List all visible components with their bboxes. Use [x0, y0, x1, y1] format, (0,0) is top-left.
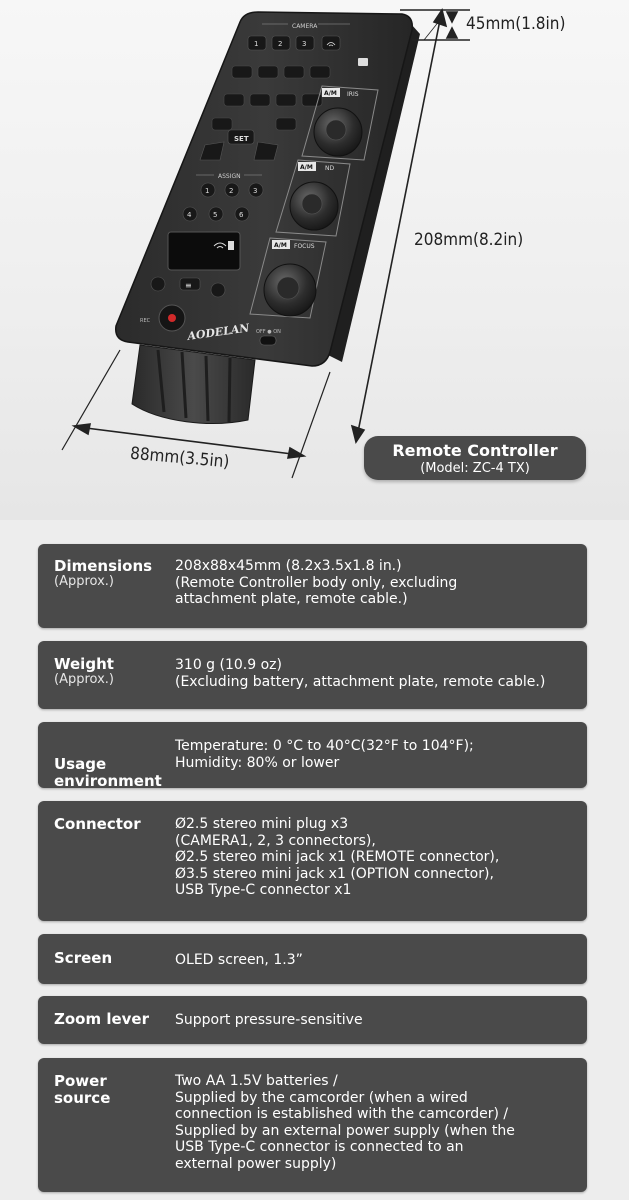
spec-value: Ø2.5 stereo mini plug x3 (CAMERA1, 2, 3 connectors), Ø2.5 stereo mini jack x1 (REMOTE connector), Ø3.5 stereo mini jack x1 (OPTION connector), USB Type-C connector x1 — [175, 816, 500, 898]
rec-dot-icon — [168, 314, 176, 322]
rec-label: REC — [140, 318, 151, 324]
func-key[interactable] — [276, 118, 296, 130]
camera-key-1-label: 1 — [254, 40, 259, 48]
spec-row-usage-environment — [38, 722, 587, 788]
spec-label-sub: (Approx.) — [54, 574, 114, 589]
spec-label-main: Connector — [54, 815, 141, 833]
spec-label-sub: (Approx.) — [54, 672, 114, 687]
battery-icon — [228, 241, 234, 250]
usb-port-icon — [358, 58, 368, 66]
product-hero — [0, 0, 629, 520]
func-key[interactable] — [212, 118, 232, 130]
spec-row-screen — [38, 934, 587, 984]
right-key[interactable] — [254, 142, 278, 160]
spec-label — [54, 1073, 172, 1107]
spec-label-main: Zoom lever — [54, 1010, 150, 1028]
focus-label: FOCUS — [294, 243, 315, 250]
wireless-key[interactable] — [322, 36, 340, 50]
assign-key-4-label: 4 — [187, 211, 192, 219]
small-round-key[interactable] — [151, 277, 165, 291]
depth-dimension-label: 45mm(1.8in) — [466, 14, 566, 34]
model-badge — [364, 436, 586, 480]
assign-key-2-label: 2 — [229, 187, 234, 195]
model-subtitle: (Model: ZC-4 TX) — [420, 461, 530, 476]
camera-key-3-label: 3 — [302, 40, 307, 48]
spec-label-main: Screen — [54, 949, 113, 967]
func-key[interactable] — [310, 66, 330, 78]
small-round-key[interactable] — [211, 283, 225, 297]
spec-label — [54, 558, 172, 589]
spec-label-main: Weight — [54, 655, 114, 673]
spec-label — [54, 737, 172, 809]
set-button-label: SET — [234, 135, 249, 143]
spec-value: Support pressure-sensitive — [175, 1012, 363, 1028]
menu-icon: ≡ — [185, 281, 192, 290]
spec-row-weight — [38, 641, 587, 709]
spec-row-power-source — [38, 1058, 587, 1192]
focus-am-label: A/M — [274, 242, 287, 249]
oled-screen — [168, 232, 240, 270]
spec-label-main: Dimensions — [54, 557, 153, 575]
iris-am-label: A/M — [324, 90, 337, 97]
spec-row-connector — [38, 801, 587, 921]
assign-key-3-label: 3 — [253, 187, 258, 195]
func-key[interactable] — [232, 66, 252, 78]
power-switch[interactable] — [260, 336, 276, 345]
spec-label — [54, 950, 172, 967]
camera-section-label: CAMERA — [292, 23, 318, 30]
func-key[interactable] — [224, 94, 244, 106]
spec-value: 310 g (10.9 oz) (Excluding battery, attachment plate, remote cable.) — [175, 657, 546, 690]
func-key[interactable] — [258, 66, 278, 78]
spec-label-main: Usage environment — [54, 755, 162, 790]
spec-value: Two AA 1.5V batteries / Supplied by the camcorder (when a wired connection is established with the camcorder) / Supplied by an external power supply (when the USB Type-C connector is connected to an external power supply) — [175, 1073, 515, 1172]
assign-section-label: ASSIGN — [218, 173, 241, 180]
power-switch-label: OFF ● ON — [256, 329, 281, 335]
spec-label — [54, 656, 172, 687]
spec-label-main: Power source — [54, 1072, 111, 1107]
height-dimension-label: 208mm(8.2in) — [414, 230, 524, 250]
nd-label: ND — [325, 165, 335, 172]
brand-logo: AODELAN — [186, 321, 251, 343]
nd-am-label: A/M — [300, 164, 313, 171]
spec-value: 208x88x45mm (8.2x3.5x1.8 in.) (Remote Controller body only, excluding attachment plate, remote cable.) — [175, 558, 458, 607]
width-dimension-label: 88mm(3.5in) — [129, 443, 231, 473]
spec-label — [54, 1011, 172, 1028]
func-key[interactable] — [276, 94, 296, 106]
assign-key-6-label: 6 — [239, 211, 244, 219]
model-title: Remote Controller — [392, 441, 558, 460]
spec-value: OLED screen, 1.3” — [175, 952, 303, 968]
spec-row-dimensions — [38, 544, 587, 628]
spec-value: Temperature: 0 °C to 40°C(32°F to 104°F); Humidity: 80% or lower — [175, 738, 474, 771]
func-key[interactable] — [250, 94, 270, 106]
func-key[interactable] — [284, 66, 304, 78]
assign-key-1-label: 1 — [205, 187, 210, 195]
assign-key-5-label: 5 — [213, 211, 218, 219]
spec-row-zoom-lever — [38, 996, 587, 1044]
iris-label: IRIS — [347, 91, 359, 98]
camera-key-2-label: 2 — [278, 40, 283, 48]
spec-label — [54, 816, 172, 833]
